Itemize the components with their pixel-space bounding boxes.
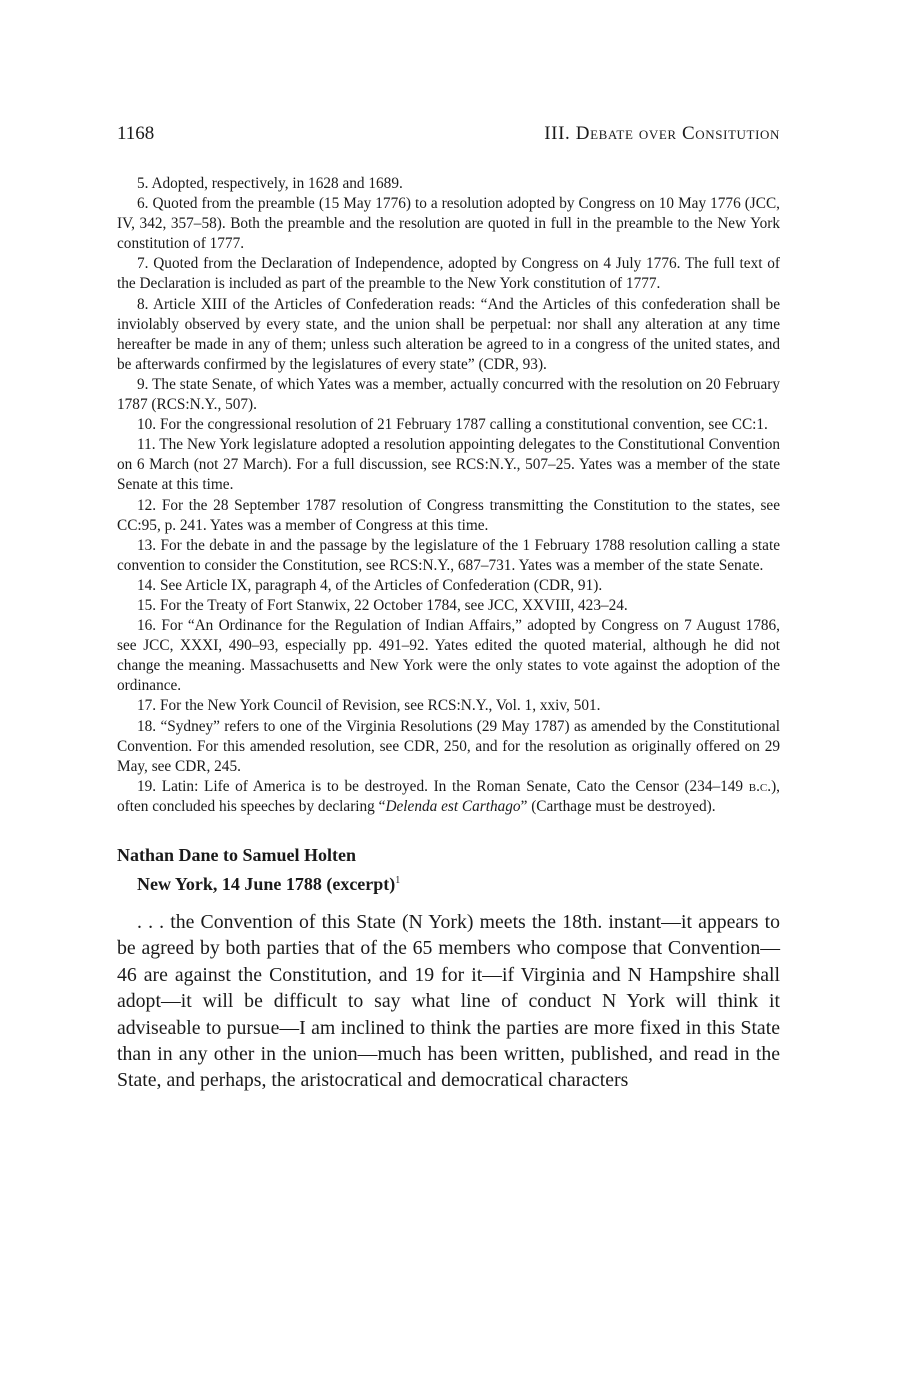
- running-title-capital: C: [682, 123, 696, 144]
- letter-dateline-text: New York, 14 June 1788 (excerpt): [137, 874, 396, 894]
- letter-title: Nathan Dane to Samuel Holten: [117, 845, 357, 865]
- endnote-19: [117, 777, 780, 817]
- endnote-11: 11. The New York legislature adopted a resolution appointing delegates to the Constitutional Convention on 6 March (not 27 March). For a full discussion, see RCS:N.Y., 507–25. Yates was a member of the state Senate at this time.: [117, 436, 780, 494]
- endnote-14: 14. See Article IX, paragraph 4, of the Articles of Confederation (CDR, 91).: [137, 576, 603, 594]
- running-title: [544, 120, 780, 148]
- endnote-17: 17. For the New York Council of Revision, see RCS:N.Y., Vol. 1, xxiv, 501.: [137, 697, 601, 715]
- running-title-smallcaps-2: onsitution: [695, 123, 780, 144]
- endnote-8: 8. Article XIII of the Articles of Confederation reads: “And the Articles of this confederation shall be inviolably observed by every state, and the union shall be perpetual: nor shall any alteration at any time hereafter be made in any of them; unless such alteration be agreed to in a congress of the united states, and be afterwards confirmed by the legislatures of every state” (CDR, 93).: [117, 295, 780, 373]
- page-number: 1168: [117, 123, 155, 144]
- endnote-9: 9. The state Senate, of which Yates was a member, actually concurred with the resolution on 20 February 1787 (RCS:N.Y., 507).: [117, 375, 780, 414]
- letter-dateline: [117, 868, 780, 897]
- endnote-19-text-2: ), often concluded his speeches by declaring “: [117, 777, 780, 815]
- endnote-19-era: b.c.: [748, 777, 772, 795]
- endnote-12: 12. For the 28 September 1787 resolution of Congress transmitting the Constitution to the states, see CC:95, p. 241. Yates was a member of Congress at this time.: [117, 496, 780, 534]
- endnote-19-latin-phrase: Delenda est Carthago: [385, 797, 521, 815]
- endnote-6: 6. Quoted from the preamble (15 May 1776) to a resolution adopted by Congress on 10 May 1776 (JCC, IV, 342, 357–58). Both the preamble and the resolution are quoted in full in the preamble to the New York constitution of 1777.: [117, 195, 780, 253]
- endnote-16: 16. For “An Ordinance for the Regulation of Indian Affairs,” adopted by Congress on 7 August 1786, see JCC, XXXI, 490–93, especially pp. 491–92. Yates edited the quoted material, although he did not change the meaning. Massachusetts and New York were the only states to vote against the adoption of the ordinance.: [117, 617, 780, 695]
- endnotes: [117, 174, 780, 817]
- endnote-15: 15. For the Treaty of Fort Stanwix, 22 October 1784, see JCC, XXVIII, 423–24.: [137, 596, 628, 614]
- letter-body: . . . the Convention of this State (N York) meets the 18th. instant—it appears to be agreed by both parties that of the 65 members who compose that Convention—46 are against the Constitution, and 19 for it—if Virginia and N Hampshire shall adopt—it will be difficult to say what line of conduct N York will think it adviseable to pursue—I am inclined to think the parties are more fixed in this State than in any other in the union—much has been written, published, and read in the State, and perhaps, the aristocratical and democratical characters: [117, 911, 780, 1092]
- letter-heading: [117, 842, 780, 897]
- endnote-18: 18. “Sydney” refers to one of the Virginia Resolutions (29 May 1787) as amended by the Constitutional Convention. For this amended resolution, see CDR, 250, and for the resolution as originally offered on 29 May, see CDR, 245.: [117, 717, 780, 775]
- endnote-10: 10. For the congressional resolution of 21 February 1787 calling a constitutional convention, see CC:1.: [137, 416, 768, 434]
- running-header: [117, 120, 780, 148]
- running-title-smallcaps: ebate over: [590, 123, 682, 144]
- endnote-19-text-3: ” (Carthage must be destroyed).: [520, 797, 716, 815]
- running-title-prefix: III. D: [544, 123, 591, 144]
- endnote-5: 5. Adopted, respectively, in 1628 and 1689.: [137, 175, 403, 192]
- book-page: [117, 120, 780, 1094]
- endnote-13: 13. For the debate in and the passage by the legislature of the 1 February 1788 resolution calling a state convention to consider the Constitution, see RCS:N.Y., 687–731. Yates was a member of the state Senate.: [117, 536, 780, 574]
- endnote-19-text-1: 19. Latin: Life of America is to be destroyed. In the Roman Senate, Cato the Censor (234–149: [137, 777, 749, 795]
- footnote-reference: 1: [395, 875, 401, 886]
- endnote-7: 7. Quoted from the Declaration of Independence, adopted by Congress on 4 July 1776. The full text of the Declaration is included as part of the preamble to the New York constitution of 1777.: [117, 255, 780, 293]
